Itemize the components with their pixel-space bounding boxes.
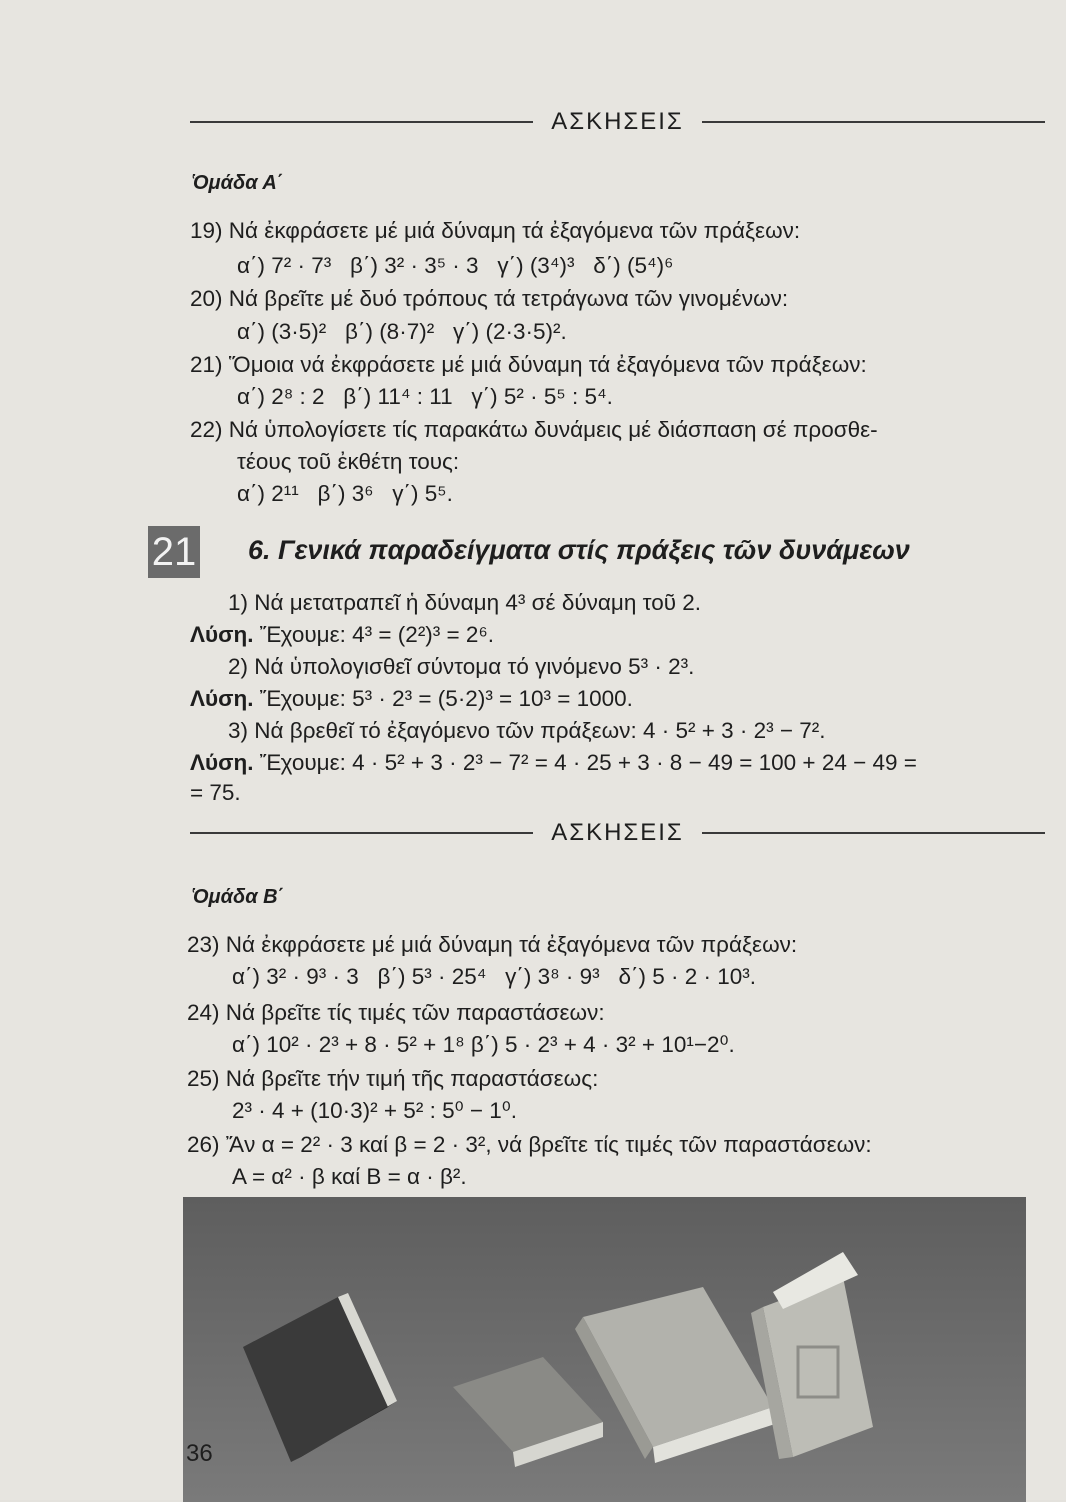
exercise-23-items <box>232 962 756 992</box>
solution-label: Λύση. <box>190 686 254 711</box>
exercise-number: 26) <box>187 1132 220 1157</box>
item: α΄) (3·5)² <box>237 319 327 344</box>
exercise-20-items <box>237 317 567 347</box>
group-a-label: Ὁμάδα Α΄ <box>192 172 284 194</box>
example-3-solution <box>190 748 917 778</box>
exercise-21-items <box>237 382 613 412</box>
exercise-23 <box>187 930 797 960</box>
exercise-number: 25) <box>187 1066 220 1091</box>
exercise-25-line: 2³ · 4 + (10·3)² + 5² : 5⁰ − 1⁰. <box>232 1098 518 1123</box>
example-2-question: 2) Νά ὑπολογισθεῖ σύντομα τό γινόμενο 5³ · 2³. <box>228 654 695 679</box>
item: γ΄) (2·3·5)². <box>452 319 567 344</box>
item: α΄) 7² · 7³ <box>237 253 332 278</box>
heading-rule-right <box>702 121 1045 123</box>
item: α΄) 2¹¹ <box>237 481 299 506</box>
books-photo <box>183 1197 1026 1502</box>
books-illustration <box>183 1197 1026 1502</box>
item: β΄) 3⁶ <box>317 481 374 506</box>
exercise-19-items <box>237 251 673 281</box>
heading-text: ΑΣΚΗΣΕΙΣ <box>551 819 684 846</box>
exercise-text: Νά ὑπολογίσετε τίς παρακάτω δυνάμεις μέ διάσπαση σέ προσθε- <box>228 417 878 442</box>
item: δ΄) (5⁴)⁶ <box>593 253 674 278</box>
exercise-22-cont: τέους τοῦ ἐκθέτη τους: <box>237 449 460 474</box>
exercise-26 <box>187 1130 872 1160</box>
solution-text: Ἔχουμε: 4 · 5² + 3 · 2³ − 7² = 4 · 25 + 3 · 8 − 49 = 100 + 24 − 49 = <box>259 750 917 775</box>
section-number-badge: 21 <box>148 526 200 578</box>
item: δ΄) 5 · 2 · 10³. <box>618 964 756 989</box>
exercise-number: 19) <box>190 218 223 243</box>
item: γ΄) (3⁴)³ <box>497 253 575 278</box>
exercise-24-line: α΄) 10² · 2³ + 8 · 5² + 1⁸ β΄) 5 · 2³ + 4 · 3² + 10¹−2⁰. <box>232 1032 735 1057</box>
section-title: 6. Γενικά παραδείγματα στίς πράξεις τῶν δυνάμεων <box>248 535 910 565</box>
item: γ΄) 5⁵. <box>392 481 453 506</box>
item: γ΄) 5² · 5⁵ : 5⁴. <box>471 384 613 409</box>
exercises-heading <box>190 818 1045 848</box>
exercise-number: 22) <box>190 417 223 442</box>
example-2-solution <box>190 684 633 714</box>
item: β΄) 5³ · 25⁴ <box>377 964 487 989</box>
solution-text: Ἔχουμε: 4³ = (2²)³ = 2⁶. <box>259 622 494 647</box>
exercise-text: Ὅμοια νά ἐκφράσετε μέ μιά δύναμη τά ἐξαγόμενα τῶν πράξεων: <box>228 352 867 377</box>
exercise-text: Νά ἐκφράσετε μέ μιά δύναμη τά ἐξαγόμενα τῶν πράξεων: <box>225 932 798 957</box>
exercise-20 <box>190 284 788 314</box>
exercise-number: 23) <box>187 932 220 957</box>
exercise-21 <box>190 350 867 380</box>
heading-rule-right <box>702 832 1045 834</box>
item: α΄) 2⁸ : 2 <box>237 384 325 409</box>
exercise-number: 20) <box>190 286 223 311</box>
heading-text: ΑΣΚΗΣΕΙΣ <box>551 108 684 135</box>
example-1-question: 1) Νά μετατραπεῖ ἡ δύναμη 4³ σέ δύναμη τοῦ 2. <box>228 590 702 615</box>
exercise-number: 24) <box>187 1000 220 1025</box>
example-1-solution <box>190 620 494 650</box>
exercises-heading <box>190 107 1045 137</box>
item: β΄) (8·7)² <box>345 319 435 344</box>
item: α΄) 3² · 9³ · 3 <box>232 964 359 989</box>
solution-text: Ἔχουμε: 5³ · 2³ = (5·2)³ = 10³ = 1000. <box>259 686 633 711</box>
exercise-text: Νά βρεῖτε τίς τιμές τῶν παραστάσεων: <box>225 1000 605 1025</box>
exercise-19 <box>190 216 800 246</box>
example-3-solution-cont: = 75. <box>190 780 241 805</box>
exercise-22-items <box>237 479 453 509</box>
exercise-24 <box>187 998 605 1028</box>
group-b-label: Ὁμάδα Β΄ <box>192 886 285 908</box>
heading-rule-left <box>190 832 533 834</box>
item: β΄) 11⁴ : 11 <box>343 384 453 409</box>
exercise-22 <box>190 415 878 445</box>
example-3-question: 3) Νά βρεθεῖ τό ἐξαγόμενο τῶν πράξεων: 4 · 5² + 3 · 2³ − 7². <box>228 718 826 743</box>
exercise-text: Νά βρεῖτε τήν τιμή τῆς παραστάσεως: <box>225 1066 599 1091</box>
page-number: 36 <box>186 1440 213 1467</box>
solution-label: Λύση. <box>190 622 254 647</box>
heading-rule-left <box>190 121 533 123</box>
exercise-26-line: Α = α² · β καί Β = α · β². <box>232 1164 467 1189</box>
exercise-25 <box>187 1064 598 1094</box>
exercise-text: Νά βρεῖτε μέ δυό τρόπους τά τετράγωνα τῶν γινομένων: <box>228 286 789 311</box>
item: γ΄) 3⁸ · 9³ <box>505 964 600 989</box>
exercise-text: Νά ἐκφράσετε μέ μιά δύναμη τά ἐξαγόμενα τῶν πράξεων: <box>228 218 801 243</box>
exercise-text: Ἄν α = 2² · 3 καί β = 2 · 3², νά βρεῖτε τίς τιμές τῶν παραστάσεων: <box>225 1132 872 1157</box>
solution-label: Λύση. <box>190 750 254 775</box>
item: β΄) 3² · 3⁵ · 3 <box>350 253 479 278</box>
exercise-number: 21) <box>190 352 223 377</box>
